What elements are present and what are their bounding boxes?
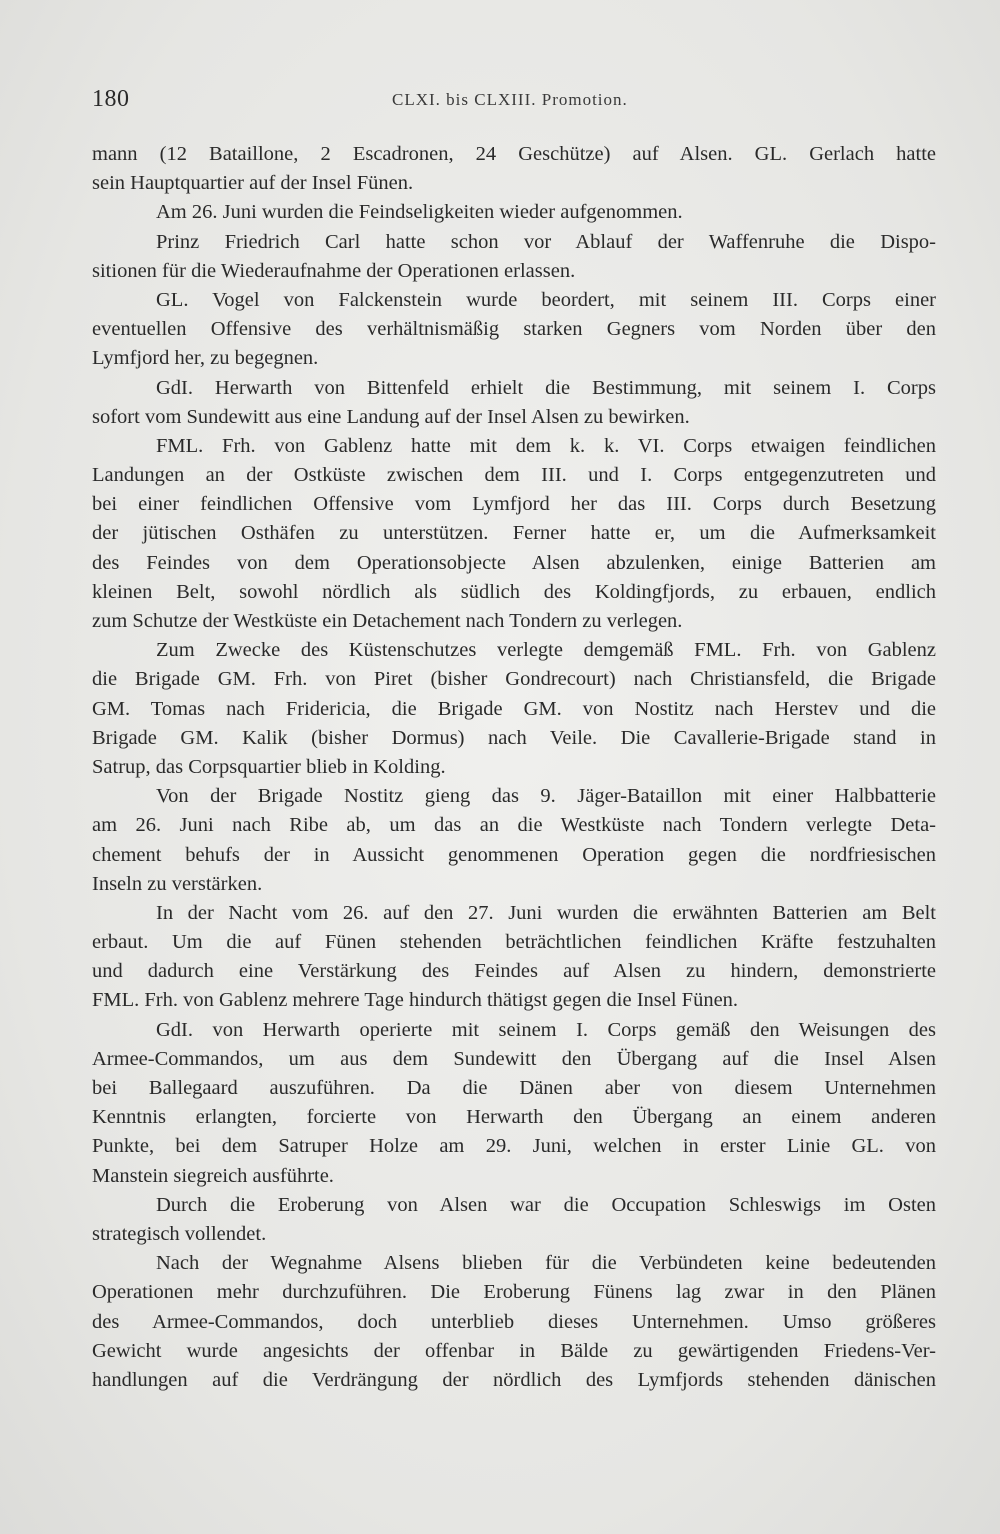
- text-line: Am 26. Juni wurden die Feindseligkeiten wieder aufgenommen.: [156, 201, 683, 224]
- text-line: Punkte, bei dem Satruper Holze am 29. Juni, welchen in erster Linie GL. von: [92, 1135, 936, 1158]
- text-line: Satrup, das Corpsquartier blieb in Kolding.: [92, 755, 446, 778]
- text-line: bei Ballegaard auszuführen. Da die Dänen aber von diesem Unternehmen: [92, 1077, 936, 1099]
- text-line: Durch die Eroberung von Alsen war die Occupation Schleswigs im Osten: [156, 1193, 936, 1216]
- text-line: strategisch vollendet.: [92, 1222, 267, 1245]
- body-text: [92, 140, 936, 1395]
- text-line: GdI. von Herwarth operierte mit seinem I. Corps gemäß den Weisungen des: [156, 1018, 936, 1041]
- text-line: des Armee-Commandos, doch unterblieb dieses Unternehmen. Umso größeres: [92, 1310, 936, 1333]
- text-line: des Feindes von dem Operationsobjecte Alsen abzulenken, einige Batterien am: [92, 551, 936, 574]
- text-line: Gewicht wurde angesichts der offenbar in Bälde zu gewärtigenden Friedens-Ver-: [92, 1339, 936, 1362]
- text-line: Landungen an der Ostküste zwischen dem III. und I. Corps entgegenzutreten und: [92, 464, 936, 487]
- text-line: sein Hauptquartier auf der Insel Fünen.: [92, 172, 414, 195]
- text-line: GL. Vogel von Falckenstein wurde beordert, mit seinem III. Corps einer: [156, 288, 936, 311]
- text-line: Inseln zu verstärken.: [92, 872, 263, 895]
- text-line: chement behufs der in Aussicht genommenen Operation gegen die nordfriesischen: [92, 843, 936, 866]
- running-head: [92, 86, 942, 116]
- text-line: am 26. Juni nach Ribe ab, um das an die Westküste nach Tondern verlegte Deta-: [92, 814, 936, 837]
- text-line: Brigade GM. Kalik (bisher Dormus) nach Veile. Die Cavallerie-Brigade stand in: [92, 726, 936, 749]
- text-line: und dadurch eine Verstärkung des Feindes auf Alsen zu hindern, demonstrierte: [92, 960, 936, 983]
- text-line: Lymfjord her, zu begegnen.: [92, 347, 319, 370]
- text-line: erbaut. Um die auf Fünen stehenden beträchtlichen feindlichen Kräfte festzuhalten: [92, 931, 936, 954]
- text-line: FML. Frh. von Gablenz mehrere Tage hindurch thätigst gegen die Insel Fünen.: [92, 989, 739, 1012]
- text-line: GM. Tomas nach Fridericia, die Brigade GM. von Nostitz nach Herstev und die: [92, 697, 936, 720]
- text-line: Zum Zwecke des Küstenschutzes verlegte demgemäß FML. Frh. von Gablenz: [156, 639, 936, 662]
- text-line: Operationen mehr durchzuführen. Die Eroberung Fünens lag zwar in den Plänen: [92, 1281, 936, 1304]
- text-line: Von der Brigade Nostitz gieng das 9. Jäger-Bataillon mit einer Halbbatterie: [156, 785, 936, 808]
- text-line: die Brigade GM. Frh. von Piret (bisher Gondrecourt) nach Christiansfeld, die Brigade: [92, 668, 936, 691]
- text-line: Kenntnis erlangten, forcierte von Herwarth den Übergang an einem anderen: [92, 1106, 936, 1129]
- page-number: 180: [92, 86, 130, 112]
- text-line: handlungen auf die Verdrängung der nördlich des Lymfjords stehenden dänischen: [92, 1368, 936, 1391]
- text-line: sofort vom Sundewitt aus eine Landung auf der Insel Alsen zu bewirken.: [92, 405, 690, 428]
- text-line: zum Schutze der Westküste ein Detachement nach Tondern zu verlegen.: [92, 610, 683, 632]
- text-line: der jütischen Osthäfen zu unterstützen. Ferner hatte er, um die Aufmerksamkeit: [92, 522, 936, 545]
- text-line: GdI. Herwarth von Bittenfeld erhielt die Bestimmung, mit seinem I. Corps: [156, 376, 936, 399]
- text-line: bei einer feindlichen Offensive vom Lymfjord her das III. Corps durch Besetzung: [92, 493, 936, 516]
- text-line: Armee-Commandos, um aus dem Sundewitt den Übergang auf die Insel Alsen: [92, 1047, 936, 1070]
- text-line: Nach der Wegnahme Alsens blieben für die Verbündeten keine bedeutenden: [156, 1252, 936, 1275]
- text-line: Manstein siegreich ausführte.: [92, 1164, 334, 1187]
- running-title: CLXI. bis CLXIII. Promotion.: [392, 90, 628, 109]
- text-line: In der Nacht vom 26. auf den 27. Juni wurden die erwähnten Batterien am Belt: [156, 901, 936, 924]
- text-line: kleinen Belt, sowohl nördlich als südlich des Koldingfjords, zu erbauen, endlich: [92, 580, 936, 603]
- text-line: mann (12 Bataillone, 2 Escadronen, 24 Geschütze) auf Alsen. GL. Gerlach hatte: [92, 143, 936, 165]
- text-line: Prinz Friedrich Carl hatte schon vor Ablauf der Waffenruhe die Dispo-: [156, 230, 936, 253]
- text-line: FML. Frh. von Gablenz hatte mit dem k. k. VI. Corps etwaigen feindlichen: [156, 434, 936, 457]
- text-line: eventuellen Offensive des verhältnismäßig starken Gegners vom Norden über den: [92, 318, 936, 341]
- text-line: sitionen für die Wiederaufnahme der Operationen erlassen.: [92, 259, 576, 282]
